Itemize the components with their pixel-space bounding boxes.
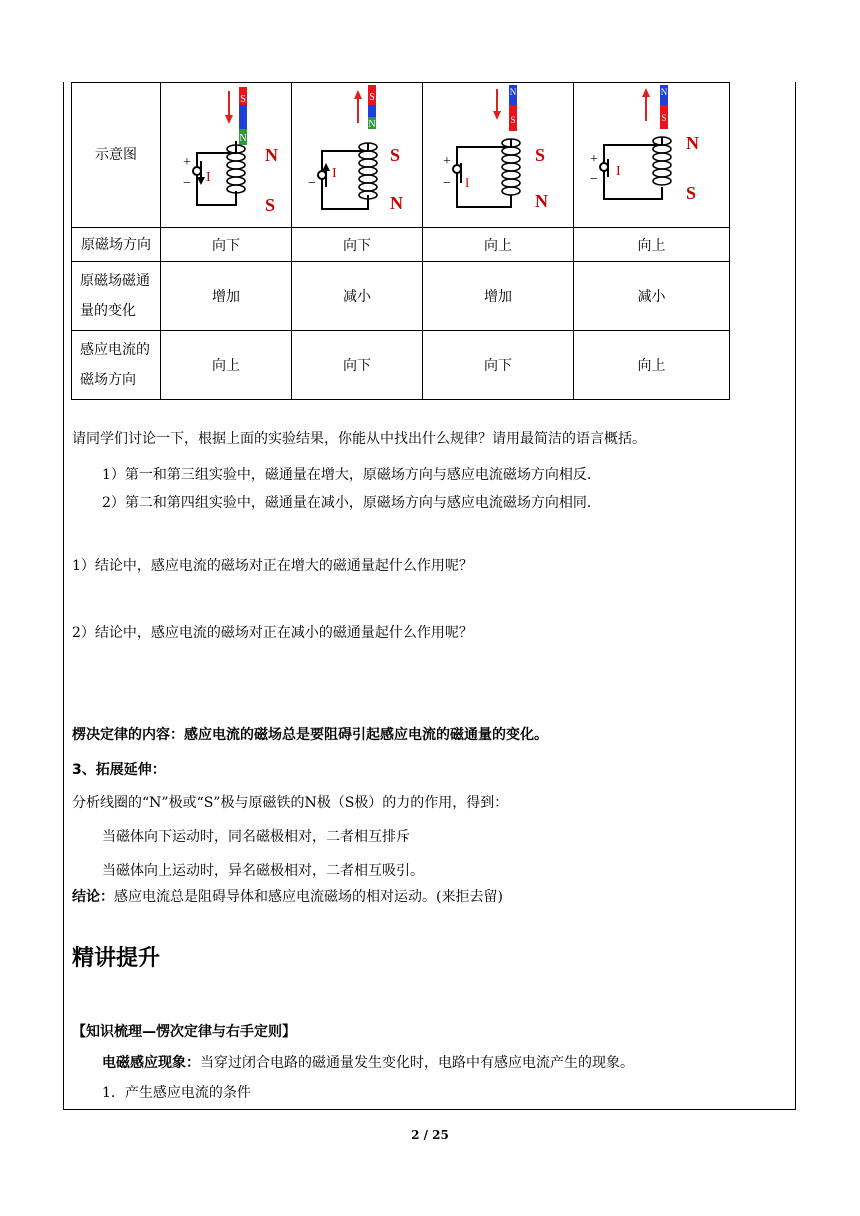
svg-text:S: S [686,183,697,203]
question-1: 1）结论中，感应电流的磁场对正在增大的磁通量起什么作用呢？ [72,558,473,574]
conclusion-label: 结论： [72,889,114,905]
svg-text:S: S [661,113,667,123]
svg-text:+: + [443,154,451,169]
section-title: 精讲提升 [72,946,161,971]
svg-text:I: I [616,164,621,179]
discussion-text: 请同学们讨论一下，根据上面的实验结果，你能从中找出什么规律？请用最简洁的语言概括。 [72,431,646,447]
svg-text:I: I [206,170,211,185]
coil-diagram-1 [161,83,291,223]
lenz-law: 楞决定律的内容：感应电流的磁场总是要阻碍引起感应电流的磁通量的变化。 [72,727,548,743]
page-number: 2 / 25 [411,1128,449,1142]
svg-text:N: N [660,87,668,97]
table-cell: 向上 [161,331,292,400]
table-cell: 减小 [292,262,423,331]
svg-text:N: N [265,145,278,165]
table-cell: 向下 [161,228,292,262]
em-paragraph [102,1052,634,1072]
result-2: 2）第二和第四组实验中，磁通量在减小，原磁场方向与感应电流磁场方向相同. [102,495,592,511]
table-cell: 向上 [574,331,730,400]
svg-text:N: N [535,191,548,211]
em-text: 当穿过闭合电路的磁通量发生变化时，电路中有感应电流产生的现象。 [200,1055,634,1071]
svg-text:S: S [265,195,276,215]
table-row [72,331,730,400]
svg-text:−: − [590,172,598,187]
table-cell: 向下 [423,331,574,400]
knowledge-title: 【知识梳理—愣次定律与右手定则】 [72,1024,296,1040]
row-label: 原磁场方向 [72,228,161,262]
table-cell: 向下 [292,331,423,400]
row-label: 示意图 [72,83,161,228]
up-text: 当磁体向上运动时，异名磁极相对，二者相互吸引。 [102,863,424,879]
analysis-text: 分析线圈的“N”极或“S”极与原磁铁的N极（S极）的力的作用，得到： [72,795,509,811]
svg-text:S: S [510,115,516,125]
table-cell: 向上 [574,228,730,262]
svg-text:+: + [183,155,191,170]
svg-text:N: N [368,119,376,130]
svg-text:N: N [509,87,517,97]
condition-heading: 1．产生感应电流的条件 [102,1085,251,1101]
svg-text:I: I [465,175,470,190]
arrow-down-icon [225,115,233,124]
em-label: 电磁感应现象： [102,1055,200,1071]
arrow-up-icon [354,90,362,99]
table-cell: 增加 [423,262,574,331]
svg-text:I: I [332,166,337,181]
svg-text:S: S [390,145,401,165]
result-1: 1）第一和第三组实验中，磁通量在增大，原磁场方向与感应电流磁场方向相反. [102,467,592,483]
table-cell: 向下 [292,228,423,262]
table-row [72,228,730,262]
row-label: 感应电流的磁场方向 [72,331,161,400]
table-cell: 向上 [423,228,574,262]
svg-text:−: − [308,176,316,191]
magnet-pole-bottom: N [239,133,247,144]
table-row [72,83,730,228]
table-cell: 减小 [574,262,730,331]
diagram-cell-4 [574,83,730,228]
svg-text:+: + [590,152,598,167]
coil-diagram-4 [574,83,729,223]
table-cell: 增加 [161,262,292,331]
current-arrow-icon [197,177,205,185]
coil-diagram-3 [423,83,573,223]
svg-text:N: N [686,133,699,153]
coil-diagram-2 [292,83,422,223]
table-row [72,262,730,331]
svg-text:S: S [535,145,546,165]
magnet-pole-top: S [240,94,246,105]
svg-text:S: S [369,92,375,103]
row-label: 原磁场磁通量的变化 [72,262,161,331]
diagram-cell-2 [292,83,423,228]
experiment-table [71,82,730,400]
extension-title: 3、拓展延伸： [72,762,166,778]
conclusion-text: 感应电流总是阻碍导体和感应电流磁场的相对运动。(来拒去留) [114,889,503,905]
question-2: 2）结论中，感应电流的磁场对正在减小的磁通量起什么作用呢？ [72,625,473,641]
diagram-cell-3 [423,83,574,228]
svg-text:−: − [443,176,451,191]
diagram-cell-1 [161,83,292,228]
svg-text:N: N [390,193,403,213]
down-text: 当磁体向下运动时，同名磁极相对，二者相互排斥 [102,829,410,845]
svg-text:−: − [183,176,191,191]
conclusion [72,886,503,906]
